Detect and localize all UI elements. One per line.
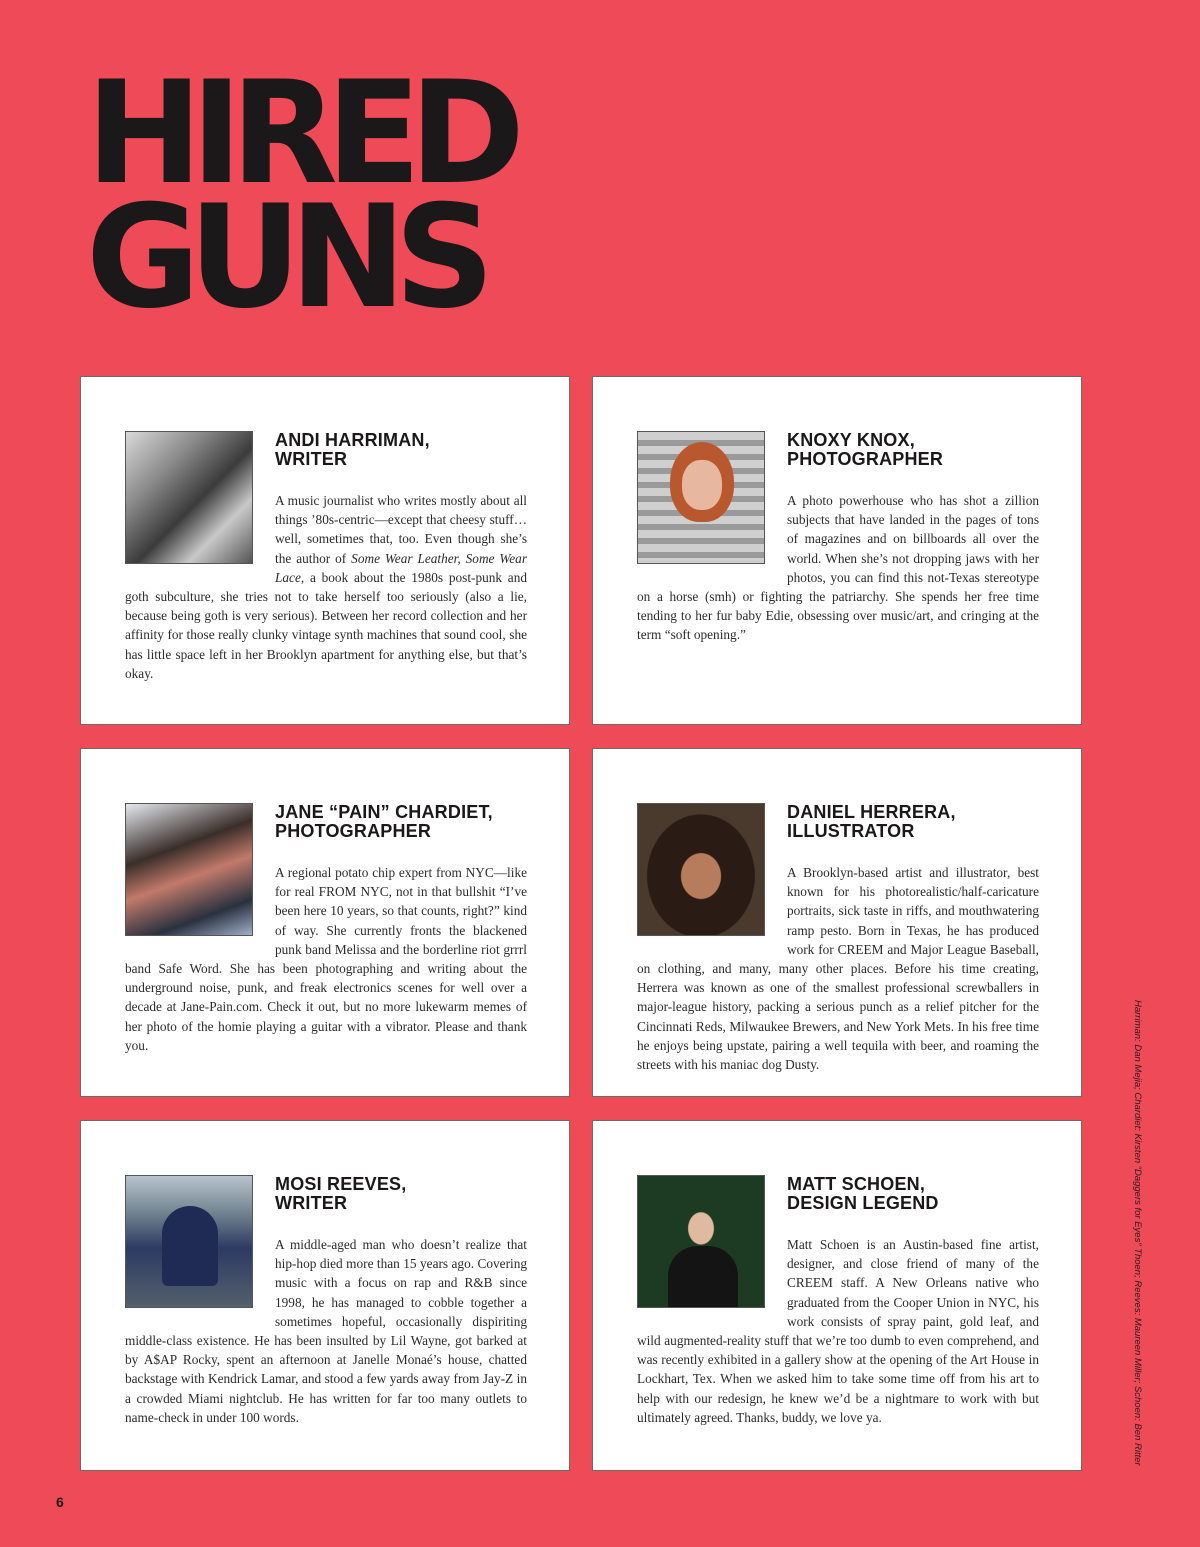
book-title: Some Wear Leather, Some Wear Lace <box>275 550 527 585</box>
contributor-bio: A music journalist who writes mostly about all things ’80s-centric—except that cheesy stuff…well, sometimes that, too. Even though she’s the author of Some Wear Leather, Some Wear Lace, a book about the 1980s post-punk and goth subculture, she tries not to take herself too seriously (also a lie, because being goth is very serious). Between her record collection and her affinity for those really clunky vintage synth machines that sound cool, she has little space left in her Brooklyn apartment for anything else, but that’s okay. <box>125 493 527 681</box>
portrait-photo <box>125 803 253 936</box>
photo-credit: Harriman: Dan Mejia; Chardiet: Kirsten “Daggers for Eyes” Thoen; Reeves: Maureen Miller; Schoen: Ben Ritter <box>1132 1000 1143 1466</box>
portrait-photo <box>637 431 765 564</box>
contributor-bio: A Brooklyn-based artist and illustrator, best known for his photorealistic/half-caricature portraits, sick taste in riffs, and mouthwatering ramp pesto. Born in Texas, he has produced work for CREEM and Major League Baseball, on clothing, and many, many other places. Before his time creating, Herrera was known as one of the smallest professional screwballers in major-league history, packing a serious punch as a relief pitcher for the Cincinnati Reds, Milwaukee Brewers, and New York Mets. In his free time he enjoys being upstate, pairing a well tequila with beer, and roaming the streets with his maniac dog Dusty. <box>637 865 1039 1073</box>
contributor-card-jane-chardiet <box>80 748 570 1097</box>
title-line-1: HIRED <box>86 51 514 216</box>
title-line-2: GUNS <box>86 175 483 340</box>
contributor-heading: ANDI HARRIMAN, WRITER <box>275 430 430 469</box>
contributor-card-mosi-reeves <box>80 1120 570 1471</box>
portrait-photo <box>637 1175 765 1308</box>
contributor-bio: A regional potato chip expert from NYC—like for real FROM NYC, not in that bullshit “I’ve been here 10 years, so that counts, right?” kind of way. She currently fronts the blackened punk band Melissa and the borderline riot grrrl band Safe Word. She has been photographing and writing about the underground noise, punk, and freak electronics scenes for well over a decade at Jane-Pain.com. Check it out, but no more lukewarm memes of her photo of the homie playing a guitar with a vibrator. Please and thank you. <box>125 865 527 1053</box>
contributor-bio: A middle-aged man who doesn’t realize that hip-hop died more than 15 years ago. Covering music with a focus on rap and R&B since 1998, he has managed to cobble together a sometimes hopeful, occasionally dispiriting middle-class existence. He has been insulted by Lil Wayne, got barked at by A$AP Rocky, spent an afternoon at Janelle Monaé’s house, chatted backstage with Kendrick Lamar, and stood a few yards away from Jay-Z in a crowded Miami nightclub. He has written for far too many outlets to name-check in under 100 words. <box>125 1237 527 1425</box>
page-title <box>86 51 514 340</box>
contributor-bio: Matt Schoen is an Austin-based fine artist, designer, and close friend of many of the CREEM staff. A New Orleans native who graduated from the Cooper Union in NYC, his work consists of spray paint, gold leaf, and wild augmented-reality stuff that we’re too dumb to even comprehend, and was recently exhibited in a gallery show at the opening of the Art House in Lockhart, Tex. When we asked him to take some time off from his art to help with our redesign, he knew we’d be a nightmare to work with but ultimately agreed. Thanks, buddy, we love ya. <box>637 1237 1039 1425</box>
portrait-photo <box>637 803 765 936</box>
contributor-heading: DANIEL HERRERA, ILLUSTRATOR <box>787 802 956 841</box>
portrait-photo <box>125 1175 253 1308</box>
contributor-card-andi-harriman <box>80 376 570 725</box>
contributor-card-daniel-herrera <box>592 748 1082 1097</box>
contributor-bio: A photo powerhouse who has shot a zillion subjects that have landed in the pages of tons of magazines and on billboards all over the world. When she’s not dropping jaws with her photos, you can find this not-Texas stereotype on a horse (smh) or fighting the patriarchy. She spends her free time tending to her fur baby Edie, obsessing over music/art, and cringing at the term “soft opening.” <box>637 493 1039 643</box>
contributor-card-matt-schoen <box>592 1120 1082 1471</box>
contributor-heading: MOSI REEVES, WRITER <box>275 1174 407 1213</box>
page-number: 6 <box>56 1494 64 1510</box>
contributor-heading: MATT SCHOEN, DESIGN LEGEND <box>787 1174 939 1213</box>
contributor-heading: JANE “PAIN” CHARDIET, PHOTOGRAPHER <box>275 802 493 841</box>
contributor-card-knoxy-knox <box>592 376 1082 725</box>
portrait-photo <box>125 431 253 564</box>
contributor-heading: KNOXY KNOX, PHOTOGRAPHER <box>787 430 944 469</box>
